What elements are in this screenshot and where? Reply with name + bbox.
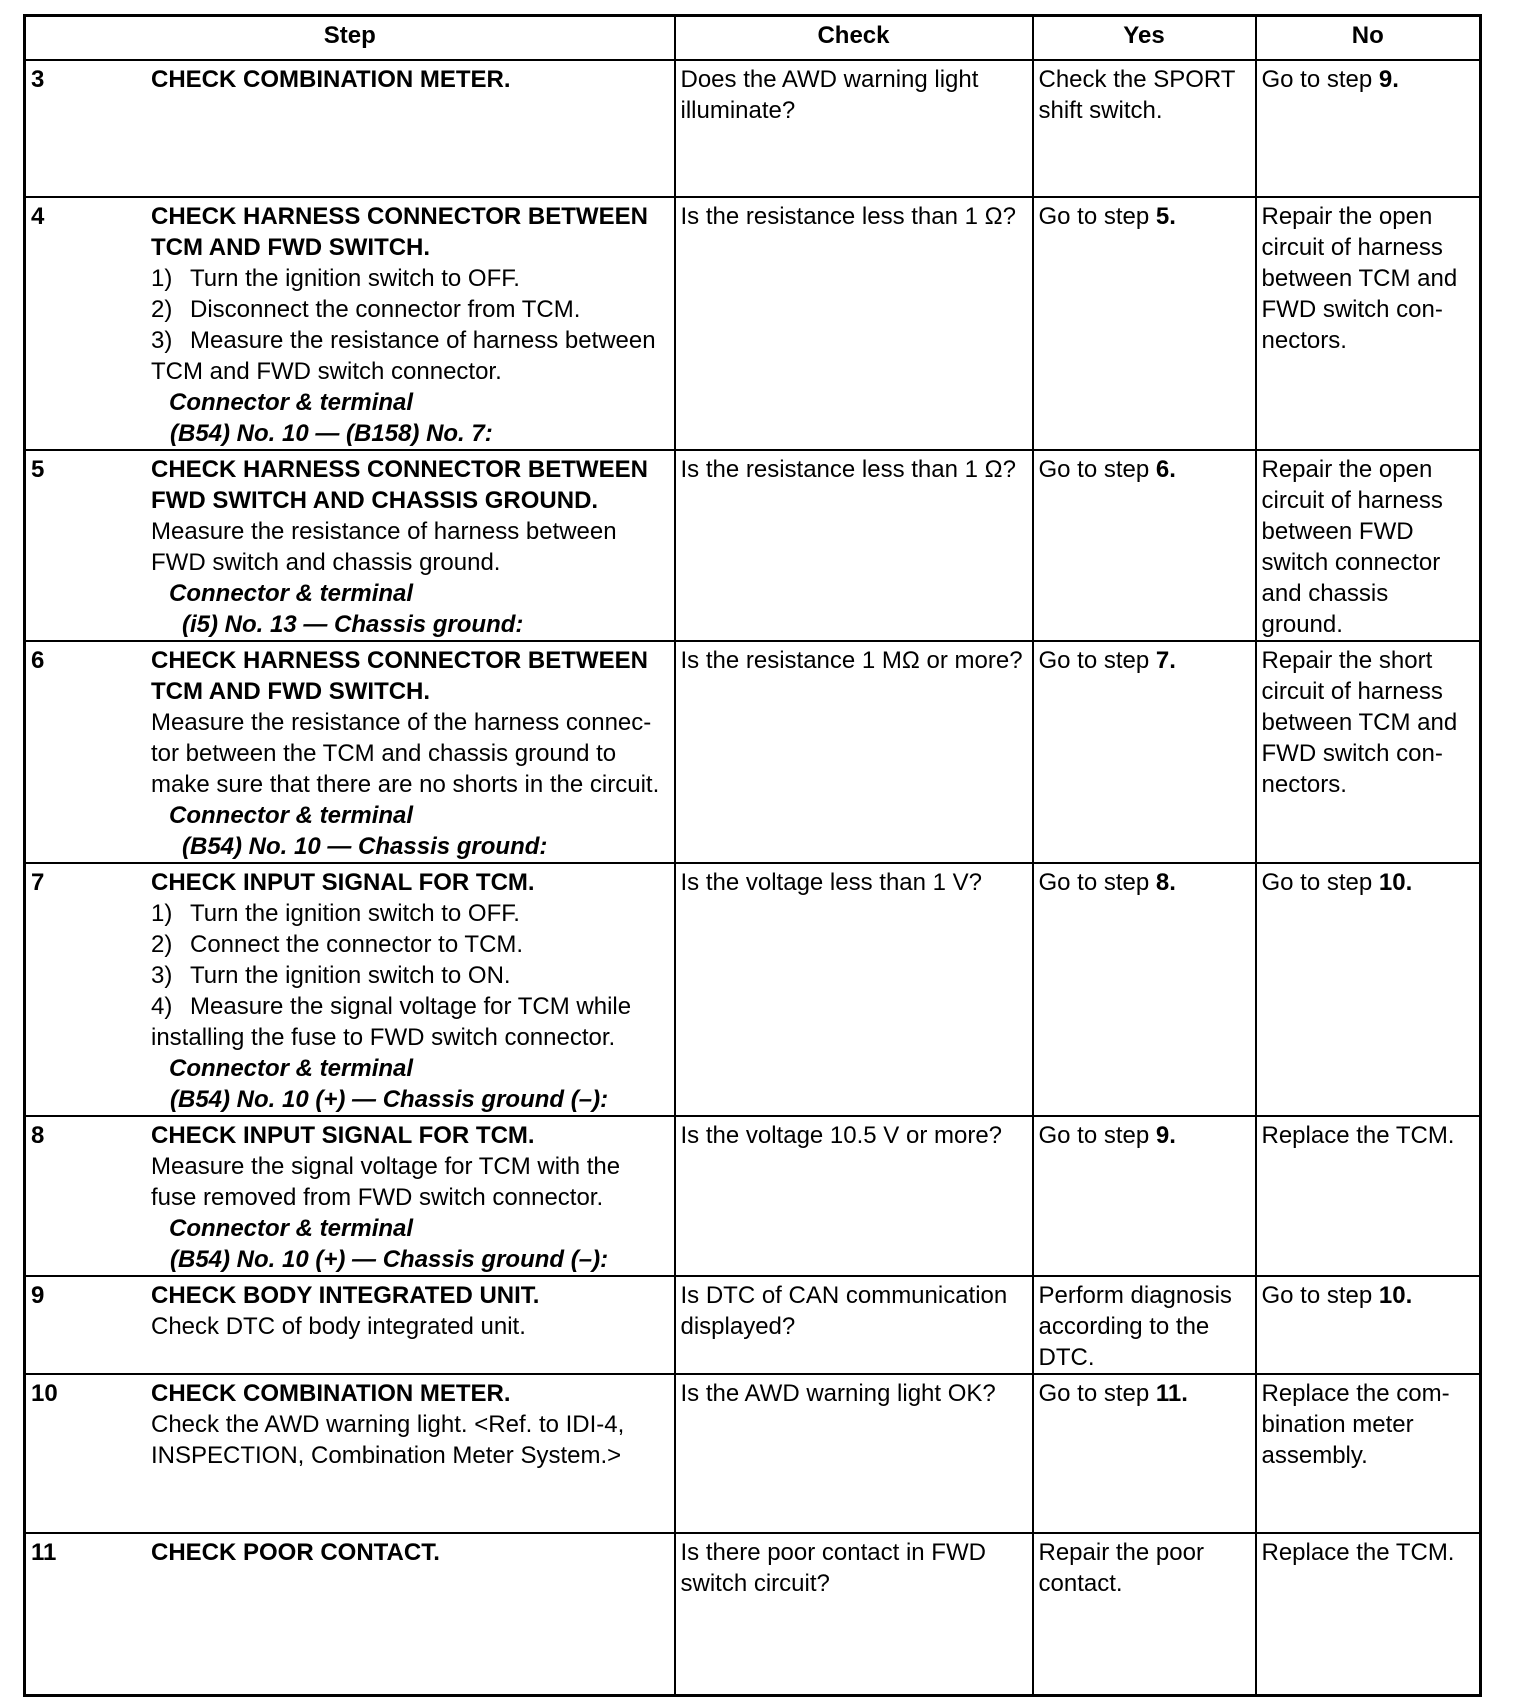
step-cell	[25, 1374, 675, 1533]
table-row	[25, 60, 1481, 197]
no-step-ref: 10	[1378, 1282, 1406, 1309]
no-cell	[1256, 1276, 1481, 1374]
list-item: 2) Disconnect the connector from TCM.	[151, 296, 581, 323]
step-title: CHECK HARNESS CONNECTOR BETWEEN FWD SWITCH AND CHASSIS GROUND.	[151, 456, 648, 514]
yes-cell	[1033, 197, 1256, 450]
step-cell	[25, 641, 675, 863]
header-check: Check	[675, 16, 1033, 61]
no-step-ref: 9	[1378, 66, 1393, 93]
step-cell	[25, 863, 675, 1116]
step-description: Check the AWD warning light. <Ref. to IDI-4, INSPECTION, Combination Meter System.>	[151, 1411, 625, 1469]
check-cell: Is the resistance less than 1 Ω?	[675, 450, 1033, 641]
step-title: CHECK BODY INTEGRATED UNIT.	[151, 1282, 540, 1309]
list-item: 4) Measure the signal voltage for TCM while installing the fuse to FWD switch connector.	[151, 993, 632, 1051]
header-step: Step	[25, 16, 675, 61]
connector-terminal: (i5) No. 13 — Chassis ground:	[182, 611, 524, 638]
no-suffix: .	[1405, 1282, 1413, 1309]
yes-text: Go to step	[1038, 647, 1150, 674]
no-cell: Replace the com- bination meter assembly.	[1256, 1374, 1481, 1533]
diagnostic-table	[23, 14, 1482, 1697]
yes-text: Go to step	[1038, 456, 1150, 483]
step-number: 9	[31, 1282, 45, 1309]
step-number: 5	[31, 456, 45, 483]
table-row	[25, 1533, 1481, 1695]
step-cell	[25, 1276, 675, 1374]
table-row	[25, 450, 1481, 641]
header-yes: Yes	[1033, 16, 1256, 61]
no-cell	[1256, 60, 1481, 197]
check-cell: Is the voltage less than 1 V?	[675, 863, 1033, 1116]
yes-suffix: .	[1169, 647, 1176, 674]
table-row	[25, 1374, 1481, 1533]
connector-terminal: (B54) No. 10 — (B158) No. 7:	[170, 420, 493, 447]
check-cell: Is the resistance 1 MΩ or more?	[675, 641, 1033, 863]
yes-step-ref: 7	[1155, 647, 1170, 674]
check-cell: Is there poor contact in FWD switch circuit?	[675, 1533, 1033, 1695]
connector-terminal: (B54) No. 10 (+) — Chassis ground (–):	[170, 1086, 609, 1113]
step-description: Measure the resistance of the harness connec- tor between the TCM and chassis ground to make sure that there are no shorts in the circuit.	[151, 709, 660, 798]
step-description: Measure the signal voltage for TCM with the fuse removed from FWD switch connector.	[151, 1153, 621, 1211]
step-description: Measure the resistance of harness between FWD switch and chassis ground.	[151, 518, 617, 576]
table-row	[25, 197, 1481, 450]
list-item: 1) Turn the ignition switch to OFF.	[151, 265, 520, 292]
step-cell	[25, 450, 675, 641]
connector-label: Connector & terminal	[169, 1055, 414, 1082]
no-cell: Repair the open circuit of harness between FWD switch connector and chassis ground.	[1256, 450, 1481, 641]
no-suffix: .	[1405, 869, 1413, 896]
yes-suffix: .	[1181, 1380, 1188, 1407]
yes-text: Go to step	[1038, 1380, 1150, 1407]
step-number: 4	[31, 203, 45, 230]
no-cell: Replace the TCM.	[1256, 1533, 1481, 1695]
step-number: 11	[31, 1539, 57, 1566]
list-item: 3) Measure the resistance of harness between TCM and FWD switch connector.	[151, 327, 656, 385]
check-cell: Is the AWD warning light OK?	[675, 1374, 1033, 1533]
step-title: CHECK INPUT SIGNAL FOR TCM.	[151, 1122, 535, 1149]
no-cell: Repair the short circuit of harness between TCM and FWD switch con- nectors.	[1256, 641, 1481, 863]
step-number: 10	[31, 1380, 58, 1407]
table-row	[25, 641, 1481, 863]
step-cell	[25, 197, 675, 450]
yes-text: Go to step	[1038, 869, 1150, 896]
step-number: 8	[31, 1122, 45, 1149]
yes-cell	[1033, 641, 1256, 863]
yes-suffix: .	[1169, 203, 1176, 230]
yes-text: Go to step	[1038, 1122, 1150, 1149]
list-item: 3) Turn the ignition switch to ON.	[151, 962, 511, 989]
list-item: 2) Connect the connector to TCM.	[151, 931, 524, 958]
check-cell: Does the AWD warning light illuminate?	[675, 60, 1033, 197]
yes-suffix: .	[1169, 456, 1176, 483]
connector-label: Connector & terminal	[169, 1215, 414, 1242]
yes-cell: Perform diagnosis according to the DTC.	[1033, 1276, 1256, 1374]
step-description: Check DTC of body integrated unit.	[151, 1313, 526, 1340]
step-title: CHECK INPUT SIGNAL FOR TCM.	[151, 869, 535, 896]
yes-step-ref: 5	[1155, 203, 1170, 230]
step-number: 3	[31, 66, 45, 93]
yes-step-ref: 6	[1155, 456, 1170, 483]
yes-cell: Repair the poor contact.	[1033, 1533, 1256, 1695]
step-number: 6	[31, 647, 45, 674]
no-text: Go to step	[1261, 869, 1373, 896]
yes-step-ref: 9	[1155, 1122, 1170, 1149]
step-title: CHECK POOR CONTACT.	[151, 1539, 440, 1566]
connector-terminal: (B54) No. 10 — Chassis ground:	[182, 833, 548, 860]
yes-cell	[1033, 450, 1256, 641]
list-item: 1) Turn the ignition switch to OFF.	[151, 900, 520, 927]
step-cell	[25, 1116, 675, 1276]
header-no: No	[1256, 16, 1481, 61]
step-cell	[25, 60, 675, 197]
connector-terminal: (B54) No. 10 (+) — Chassis ground (–):	[170, 1246, 609, 1273]
no-cell	[1256, 863, 1481, 1116]
step-cell	[25, 1533, 675, 1695]
table-row	[25, 863, 1481, 1116]
yes-suffix: .	[1169, 869, 1176, 896]
yes-cell	[1033, 1116, 1256, 1276]
check-cell: Is DTC of CAN communication displayed?	[675, 1276, 1033, 1374]
check-cell: Is the resistance less than 1 Ω?	[675, 197, 1033, 450]
step-title: CHECK COMBINATION METER.	[151, 66, 511, 93]
table-row	[25, 1116, 1481, 1276]
check-cell: Is the voltage 10.5 V or more?	[675, 1116, 1033, 1276]
connector-label: Connector & terminal	[169, 580, 414, 607]
step-number: 7	[31, 869, 45, 896]
no-cell: Replace the TCM.	[1256, 1116, 1481, 1276]
yes-text: Go to step	[1038, 203, 1150, 230]
no-text: Go to step	[1261, 1282, 1373, 1309]
yes-cell: Check the SPORT shift switch.	[1033, 60, 1256, 197]
no-step-ref: 10	[1378, 869, 1406, 896]
table-header-row	[25, 16, 1481, 61]
no-suffix: .	[1392, 66, 1399, 93]
step-title: CHECK COMBINATION METER.	[151, 1380, 511, 1407]
step-title: CHECK HARNESS CONNECTOR BETWEEN TCM AND FWD SWITCH.	[151, 647, 648, 705]
yes-step-ref: 11	[1155, 1380, 1182, 1407]
yes-cell	[1033, 1374, 1256, 1533]
step-title: CHECK HARNESS CONNECTOR BETWEEN TCM AND FWD SWITCH.	[151, 203, 648, 261]
connector-label: Connector & terminal	[169, 389, 414, 416]
no-text: Go to step	[1261, 66, 1373, 93]
yes-suffix: .	[1169, 1122, 1176, 1149]
connector-label: Connector & terminal	[169, 802, 414, 829]
yes-step-ref: 8	[1155, 869, 1170, 896]
no-cell: Repair the open circuit of harness between TCM and FWD switch con- nectors.	[1256, 197, 1481, 450]
table-row	[25, 1276, 1481, 1374]
yes-cell	[1033, 863, 1256, 1116]
